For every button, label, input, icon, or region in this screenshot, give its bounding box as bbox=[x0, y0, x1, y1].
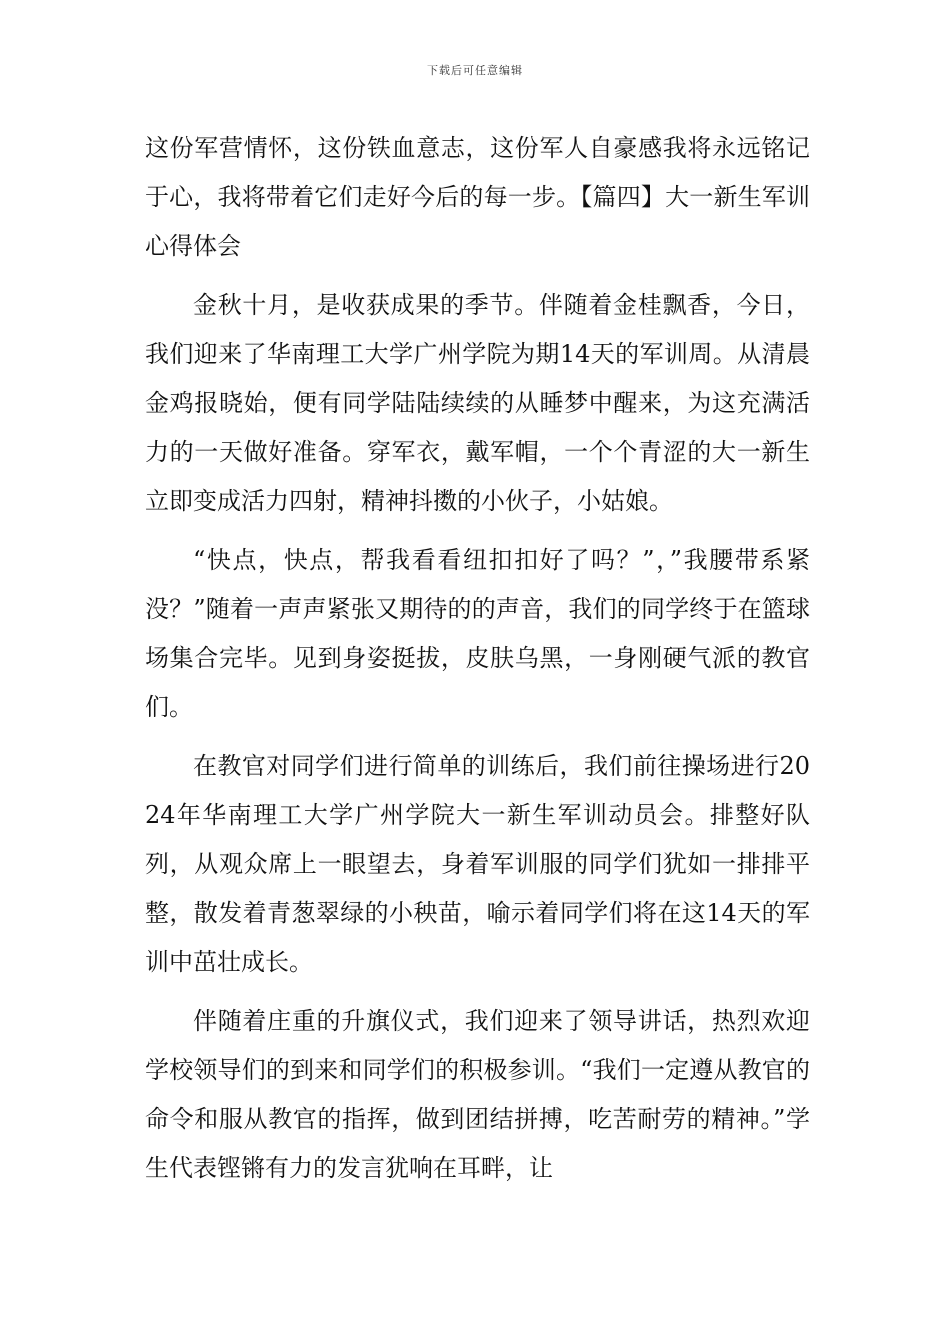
document-body bbox=[145, 124, 810, 1203]
paragraph-2: 金秋十月，是收获成果的季节。伴随着金桂飘香，今日，我们迎来了华南理工大学广州学院为期14天的军训周。从清晨金鸡报晓始，便有同学陆陆续续的从睡梦中醒来，为这充满活力的一天做好准备。穿军衣，戴军帽，一个个青涩的大一新生立即变成活力四射，精神抖擞的小伙子，小姑娘。 bbox=[145, 291, 810, 515]
paragraph-4: 在教官对同学们进行简单的训练后，我们前往操场进行2024年华南理工大学广州学院大一新生军训动员会。排整好队列，从观众席上一眼望去，身着军训服的同学们犹如一排排平整，散发着青葱翠绿的小秧苗，喻示着同学们将在这14天的军训中茁壮成长。 bbox=[145, 752, 810, 976]
paragraph-1: 这份军营情怀，这份铁血意志，这份军人自豪感我将永远铭记于心，我将带着它们走好今后的每一步。【篇四】大一新生军训心得体会 bbox=[145, 134, 810, 260]
paragraph-5: 伴随着庄重的升旗仪式，我们迎来了领导讲话，热烈欢迎学校领导们的到来和同学们的积极参训。“我们一定遵从教官的命令和服从教官的指挥，做到团结拼搏，吃苦耐劳的精神。”学生代表铿锵有力的发言犹响在耳畔，让 bbox=[145, 1007, 810, 1182]
page-header: 下载后可任意编辑 bbox=[427, 64, 523, 77]
paragraph-3: “快点，快点，帮我看看纽扣扣好了吗？”，”我腰带系紧没？”随着一声声紧张又期待的的声音，我们的同学终于在篮球场集合完毕。见到身姿挺拔，皮肤乌黑，一身刚硬气派的教官们。 bbox=[145, 546, 810, 721]
